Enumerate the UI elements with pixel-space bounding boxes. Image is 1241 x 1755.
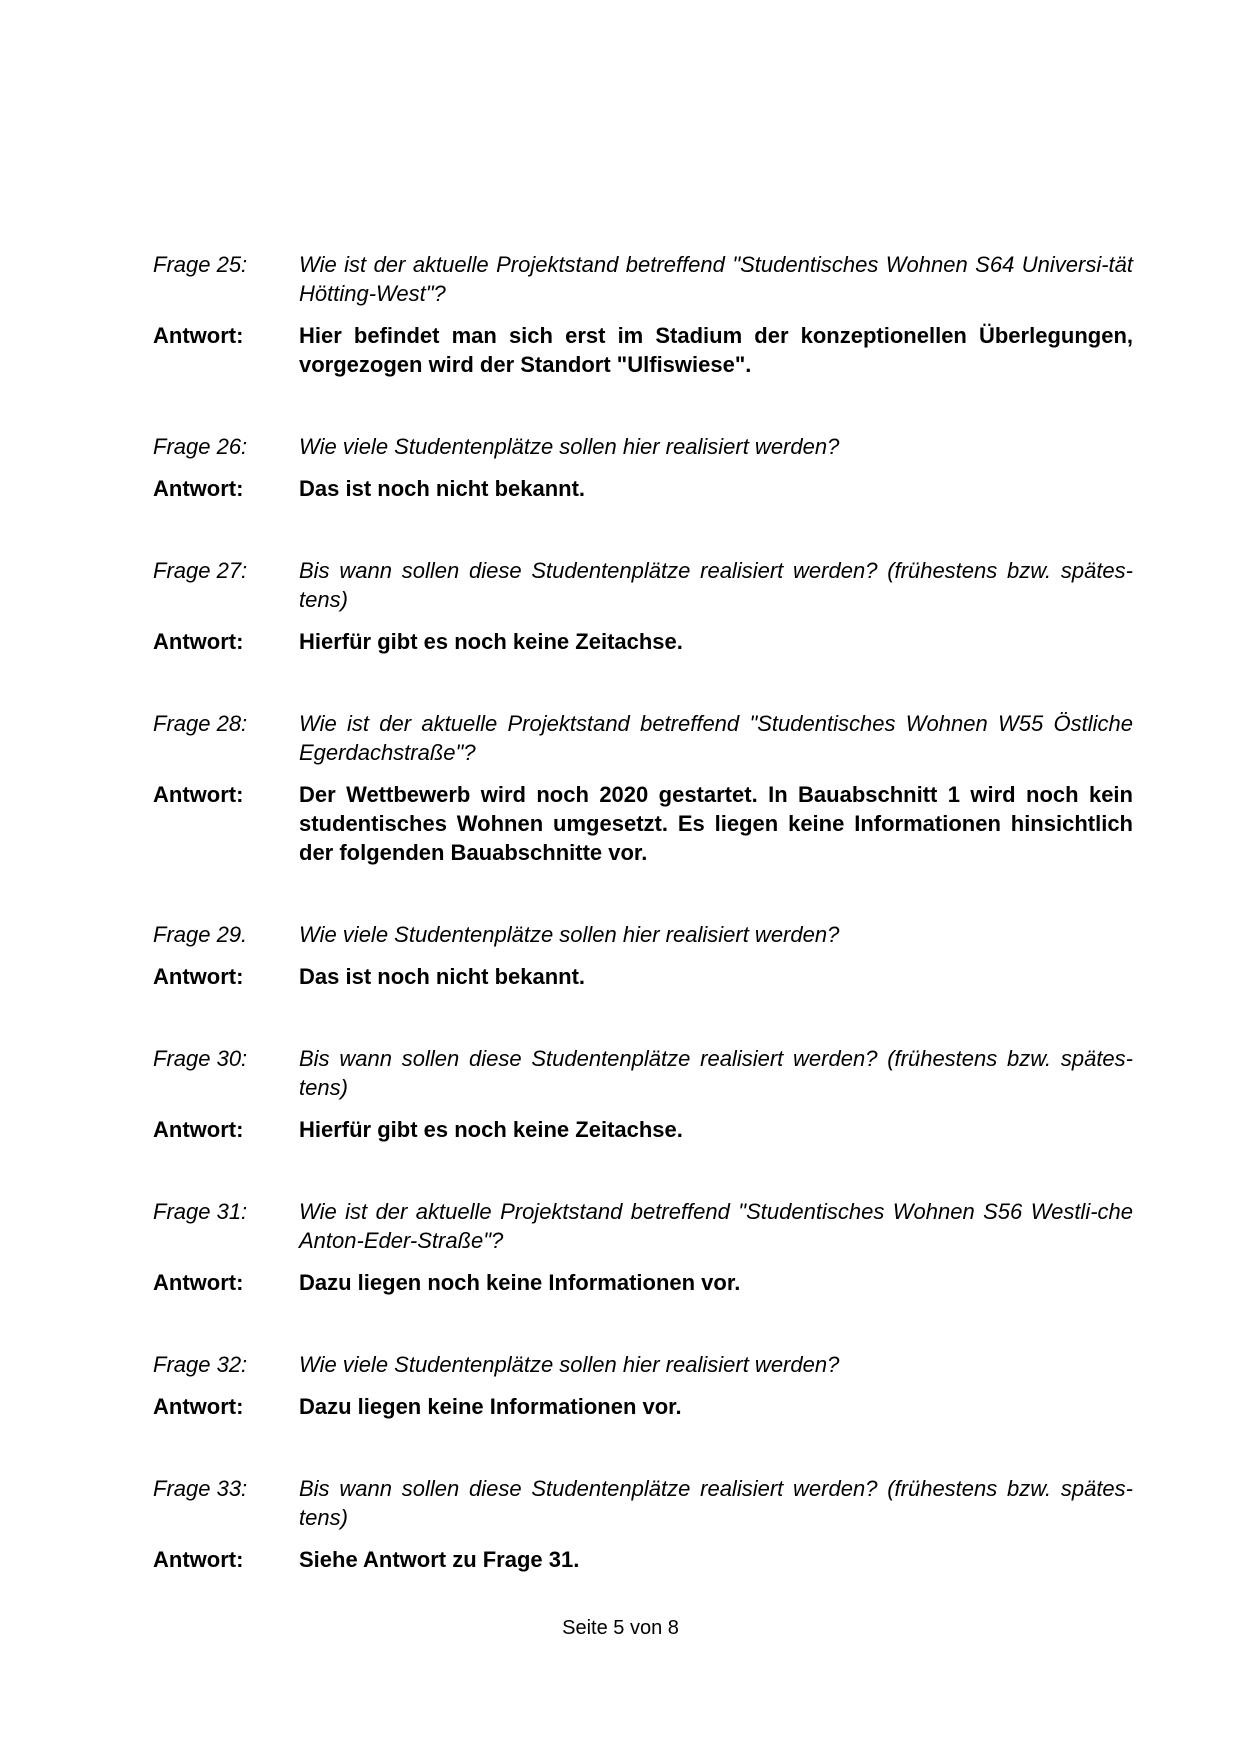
answer-label: Antwort:	[153, 323, 244, 348]
question-row	[153, 709, 1133, 767]
answer-text: Siehe Antwort zu Frage 31.	[299, 1547, 580, 1572]
answer-row	[153, 627, 1133, 656]
answer-row	[153, 1268, 1133, 1297]
qa-block-33	[153, 1474, 1133, 1574]
question-row	[153, 920, 1133, 949]
question-text: Wie viele Studentenplätze sollen hier realisiert werden?	[299, 434, 840, 459]
qa-block-26	[153, 432, 1133, 503]
page-number: Seite 5 von 8	[562, 1617, 679, 1639]
qa-block-25	[153, 250, 1133, 379]
qa-block-31	[153, 1197, 1133, 1297]
qa-block-27	[153, 556, 1133, 656]
question-row	[153, 1474, 1133, 1532]
question-row	[153, 1197, 1133, 1255]
question-text: Wie ist der aktuelle Projektstand betreffend "Studentisches Wohnen S64 Universi-tät Hötting-West"?	[299, 252, 1133, 306]
answer-label: Antwort:	[153, 1117, 244, 1142]
answer-label: Antwort:	[153, 1394, 244, 1419]
answer-row	[153, 1115, 1133, 1144]
answer-text: Der Wettbewerb wird noch 2020 gestartet. In Bauabschnitt 1 wird noch kein studentisches Wohnen umgesetzt. Es liegen keine Informationen hinsichtlich der folgenden Bauabschnitte vor.	[299, 782, 1133, 865]
question-label: Frage 29.	[153, 922, 248, 947]
qa-list	[153, 250, 1133, 1574]
question-row	[153, 556, 1133, 614]
question-text: Wie viele Studentenplätze sollen hier realisiert werden?	[299, 1352, 840, 1377]
answer-row	[153, 474, 1133, 503]
answer-row	[153, 1545, 1133, 1574]
answer-text: Das ist noch nicht bekannt.	[299, 476, 586, 501]
question-text: Wie viele Studentenplätze sollen hier realisiert werden?	[299, 922, 840, 947]
question-label: Frage 31:	[153, 1199, 248, 1224]
answer-row	[153, 321, 1133, 379]
question-label: Frage 28:	[153, 711, 248, 736]
question-row	[153, 432, 1133, 461]
question-label: Frage 30:	[153, 1046, 248, 1071]
question-row	[153, 1350, 1133, 1379]
question-label: Frage 27:	[153, 558, 248, 583]
question-row	[153, 250, 1133, 308]
answer-text: Dazu liegen keine Informationen vor.	[299, 1394, 682, 1419]
question-text: Bis wann sollen diese Studentenplätze realisiert werden? (frühestens bzw. spätes-tens)	[299, 558, 1133, 612]
question-text: Bis wann sollen diese Studentenplätze realisiert werden? (frühestens bzw. spätes-tens)	[299, 1046, 1133, 1100]
answer-row	[153, 1392, 1133, 1421]
answer-text: Hierfür gibt es noch keine Zeitachse.	[299, 1117, 683, 1142]
answer-text: Hier befindet man sich erst im Stadium der konzeptionellen Überlegungen, vorgezogen wird der Standort "Ulfiswiese".	[299, 323, 1133, 377]
question-label: Frage 32:	[153, 1352, 248, 1377]
answer-label: Antwort:	[153, 964, 244, 989]
answer-row	[153, 780, 1133, 867]
answer-label: Antwort:	[153, 629, 244, 654]
qa-block-30	[153, 1044, 1133, 1144]
question-label: Frage 25:	[153, 252, 248, 277]
answer-text: Dazu liegen noch keine Informationen vor.	[299, 1270, 741, 1295]
answer-text: Das ist noch nicht bekannt.	[299, 964, 586, 989]
answer-row	[153, 962, 1133, 991]
question-label: Frage 26:	[153, 434, 248, 459]
answer-label: Antwort:	[153, 1547, 244, 1572]
answer-label: Antwort:	[153, 1270, 244, 1295]
qa-block-32	[153, 1350, 1133, 1421]
answer-label: Antwort:	[153, 782, 244, 807]
qa-block-28	[153, 709, 1133, 867]
question-row	[153, 1044, 1133, 1102]
qa-block-29	[153, 920, 1133, 991]
question-text: Wie ist der aktuelle Projektstand betreffend "Studentisches Wohnen S56 Westli-che Anton-Eder-Straße"?	[299, 1199, 1133, 1253]
question-text: Bis wann sollen diese Studentenplätze realisiert werden? (frühestens bzw. spätes-tens)	[299, 1476, 1133, 1530]
question-label: Frage 33:	[153, 1476, 248, 1501]
answer-text: Hierfür gibt es noch keine Zeitachse.	[299, 629, 683, 654]
question-text: Wie ist der aktuelle Projektstand betreffend "Studentisches Wohnen W55 Östliche Egerdachstraße"?	[299, 711, 1133, 765]
answer-label: Antwort:	[153, 476, 244, 501]
